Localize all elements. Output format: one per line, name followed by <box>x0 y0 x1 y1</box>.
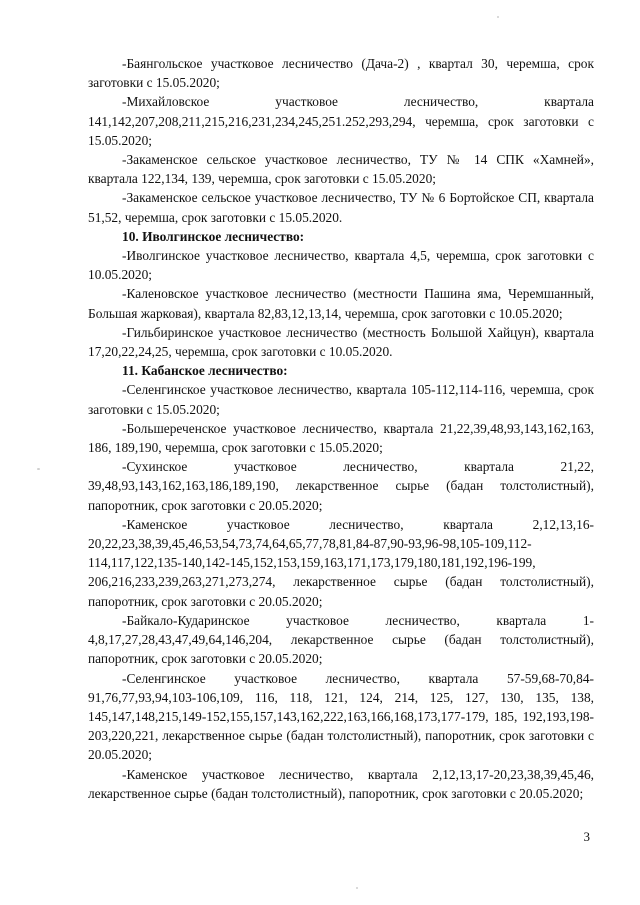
paragraph: -Байкало-Кударинское участковое лесничество, квартала 1-4,8,17,27,28,43,47,49,64,146,204, лекарственное сырье (бадан толстолистный), папоротник, срок заготовки с 20.05.2020; <box>88 612 594 667</box>
paragraph: -Закаменское сельское участковое лесничество, ТУ № 6 Бортойское СП, квартала 51,52, черемша, срок заготовки с 15.05.2020. <box>88 190 594 225</box>
paragraph: -Сухинское участковое лесничество, квартала 21,22, 39,48,93,143,162,163,186,189,190, лекарственное сырье (бадан толстолистный), папоротник, срок заготовки с 20.05.2020; <box>88 459 594 513</box>
page-number: 3 <box>583 829 590 844</box>
paragraph: -Каленовское участковое лесничество (местности Пашина яма, Черемшанный, Большая жарковая), квартала 82,83,12,13,14, черемша, срок заготовки с 10.05.2020; <box>88 286 594 321</box>
scan-speck <box>37 468 40 470</box>
paragraph: -Закаменское сельское участковое лесничество, ТУ № 14 СПК «Хамней», квартала 122,134, 139, черемша, срок заготовки с 15.05.2020; <box>88 152 594 187</box>
paragraph: -Михайловское участковое лесничество, квартала 141,142,207,208,211,215,216,231,234,245,251.252,293,294, черемша, срок заготовки с 15.05.2020; <box>88 94 594 148</box>
paragraph: -Иволгинское участковое лесничество, квартала 4,5, черемша, срок заготовки с 10.05.2020; <box>88 248 594 283</box>
paragraph: -Каменское участковое лесничество, квартала 2,12,13,17-20,23,38,39,45,46, лекарственное сырье (бадан толстолистный), папоротник, срок заготовки с 20.05.2020; <box>88 766 594 801</box>
paragraph: -Селенгинское участковое лесничество, квартала 105-112,114-116, черемша, срок заготовки с 15.05.2020; <box>88 382 594 417</box>
paragraph: -Гильбиринское участковое лесничество (местность Большой Хайцун), квартала 17,20,22,24,25, черемша, срок заготовки с 10.05.2020. <box>88 324 594 360</box>
scan-speck <box>356 887 358 889</box>
section-heading: 11. Кабанское лесничество: <box>122 363 288 379</box>
scan-speck <box>497 16 499 18</box>
paragraph: -Баянгольское участковое лесничество (Дача-2) , квартал 30, черемша, срок заготовки с 15.05.2020; <box>88 56 594 91</box>
paragraph: -Каменское участковое лесничество, квартала 2,12,13,16-20,22,23,38,39,45,46,53,54,73,74,64,65,77,78,81,84-87,90-93,96-98,105-109,112-114,117,122,135-140,142-145,152,153,159,163,171,173,179,180,181,192,196-199, 206,216,233,239,263,271,273,274, лекарственное сырье (бадан толстолистный), папоротник, срок заготовки с 20.05.2020; <box>88 516 594 609</box>
paragraph: -Большереченское участковое лесничество, квартала 21,22,39,48,93,143,162,163, 186, 189,190, черемша, срок заготовки с 15.05.2020; <box>88 420 594 456</box>
section-heading: 10. Иволгинское лесничество: <box>122 228 305 244</box>
document-body <box>88 54 594 803</box>
paragraph: -Селенгинское участковое лесничество, квартала 57-59,68-70,84-91,76,77,93,94,103-106,109, 116, 118, 121, 124, 214, 125, 127, 130, 135, 138, 145,147,148,215,149-152,155,157,143,162,222,163,166,168,173,177-179, 185, 192,193,198-203,220,221, лекарственное сырье (бадан толстолистный), папоротник, срок заготовки с 20.05.2020; <box>88 670 594 763</box>
